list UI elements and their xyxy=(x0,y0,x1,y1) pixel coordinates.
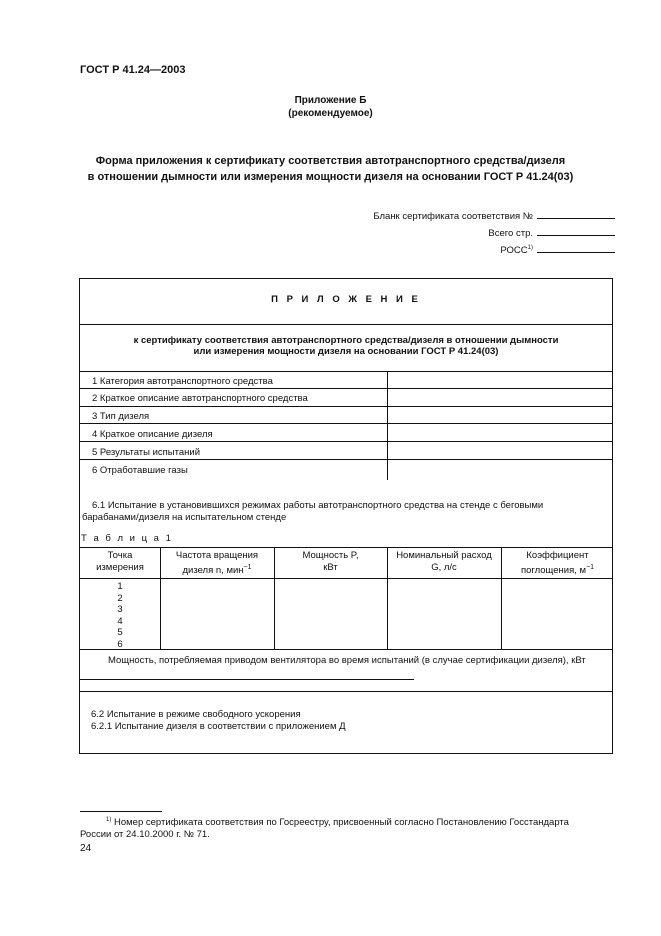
item-test-results: 5 Результаты испытаний xyxy=(92,447,201,458)
section-6-2-text: 6.2 Испытание в режиме свободного ускорения xyxy=(91,709,301,720)
section-6-1-line1: 6.1 Испытание в установившихся режимах работы автотранспортного средства на стенде с беговыми xyxy=(92,500,544,511)
divider xyxy=(80,324,612,325)
table-col-rpm xyxy=(160,550,274,577)
table-col-divider xyxy=(274,547,275,649)
table-row: 2 xyxy=(117,592,123,604)
divider xyxy=(80,691,612,692)
footnote xyxy=(80,814,613,841)
table-col-absorption xyxy=(501,550,614,577)
total-pages-field xyxy=(488,226,615,239)
col-rpm-line2-wrap xyxy=(160,562,274,577)
cert-blank-line[interactable] xyxy=(537,209,615,219)
col-rpm-line2: дизеля n, мин xyxy=(182,565,244,577)
fan-power-fill-line[interactable] xyxy=(80,679,414,680)
divider xyxy=(80,423,612,424)
divider xyxy=(80,406,612,407)
footnote-line2: России от 24.10.2000 г. № 71. xyxy=(80,829,210,841)
section-6-1-line2: барабанами/дизеля на испытательном стенде xyxy=(82,512,287,523)
section-6-2 xyxy=(91,709,346,733)
appendix-title: Приложение Б xyxy=(294,95,367,106)
table-col-power xyxy=(274,550,387,574)
col-rpm-unit-power: −1 xyxy=(243,564,252,571)
table-label: Т а б л и ц а 1 xyxy=(81,533,173,544)
item-exhaust-gases: 6 Отработавшие газы xyxy=(92,465,188,476)
table-bottom-rule xyxy=(80,649,612,650)
total-pages-line[interactable] xyxy=(537,226,615,236)
col-point-line2: измерения xyxy=(96,562,144,573)
footnote-mark: 1) xyxy=(106,817,112,823)
item-vehicle-description: 2 Краткое описание автотранспортного средства xyxy=(92,393,308,404)
col-absorption-line2: поглощения, м xyxy=(520,565,587,577)
fan-power-text: Мощность, потребляемая приводом вентилятора во время испытаний (в случае сертификации дизеля), кВт xyxy=(108,655,586,666)
items-column-divider xyxy=(387,371,388,480)
col-absorption-line2-wrap xyxy=(501,562,614,577)
col-power-line1: Мощность P, xyxy=(302,550,359,561)
cert-blank-label: Бланк сертификата соответствия № xyxy=(373,211,533,222)
cert-blank-field xyxy=(373,209,615,222)
col-power-line2: кВт xyxy=(323,562,338,573)
item-diesel-type: 3 Тип дизеля xyxy=(92,411,150,422)
divider xyxy=(80,459,612,460)
total-pages-label: Всего стр. xyxy=(488,228,533,239)
col-flow-line2: G, л/с xyxy=(431,562,457,573)
footnote-line1-wrap xyxy=(80,814,613,829)
item-diesel-description: 4 Краткое описание дизеля xyxy=(92,429,213,440)
table-row: 3 xyxy=(117,604,123,615)
section-6-2-1-text: 6.2.1 Испытание дизеля в соответствии с приложением Д xyxy=(91,721,346,732)
ross-line[interactable] xyxy=(537,243,615,253)
table-point-numbers xyxy=(80,581,160,650)
box-subheading-line1: к сертификату соответствия автотранспортного средства/дизеля в отношении дымности xyxy=(133,335,559,346)
table-col-flow xyxy=(387,550,501,574)
table-row: 6 xyxy=(117,638,123,650)
table-col-divider xyxy=(160,547,161,649)
box-subheading-line2: или измерения мощности дизеля на основании ГОСТ Р 41.24(03) xyxy=(193,346,499,357)
divider xyxy=(80,441,612,442)
col-absorption-line1: Коэффициент xyxy=(526,550,589,561)
doc-code: ГОСТ Р 41.24—2003 xyxy=(80,64,186,76)
ross-field xyxy=(500,243,615,256)
divider xyxy=(80,371,612,372)
ross-label: РОСС xyxy=(500,245,528,256)
appendix-subtitle: (рекомендуемое) xyxy=(288,108,373,119)
table-row: 5 xyxy=(117,627,123,638)
box-heading: П Р И Л О Ж Е Н И Е xyxy=(271,294,421,305)
divider xyxy=(80,388,612,389)
item-vehicle-category: 1 Категория автотранспортного средства xyxy=(92,376,273,387)
table-row: 4 xyxy=(117,615,123,627)
table-col-point xyxy=(80,550,160,574)
table-row: 1 xyxy=(117,581,123,592)
col-point-line1: Точка xyxy=(107,550,133,561)
form-title-line2: в отношении дымности или измерения мощности дизеля на основании ГОСТ Р 41.24(03) xyxy=(87,171,574,183)
table-col-divider xyxy=(387,547,388,649)
table-col-divider xyxy=(501,547,502,649)
appendix-form-box xyxy=(79,278,613,754)
section-6-1 xyxy=(80,500,614,524)
footnote-rule xyxy=(80,811,162,812)
col-absorption-unit-power: −1 xyxy=(586,564,595,571)
page-number: 24 xyxy=(80,843,92,854)
footnote-line1: Номер сертификата соответствия по Госреестру, присвоенный согласно Постановлению Госстандарта xyxy=(113,817,569,829)
box-subheading xyxy=(90,335,602,357)
col-flow-line1: Номинальный расход xyxy=(396,550,492,561)
form-title xyxy=(70,153,591,185)
col-rpm-line1: Частота вращения xyxy=(175,550,259,561)
ross-footnote-mark: 1) xyxy=(527,244,533,251)
form-title-line1: Форма приложения к сертификату соответствия автотранспортного средства/дизеля xyxy=(95,155,566,167)
